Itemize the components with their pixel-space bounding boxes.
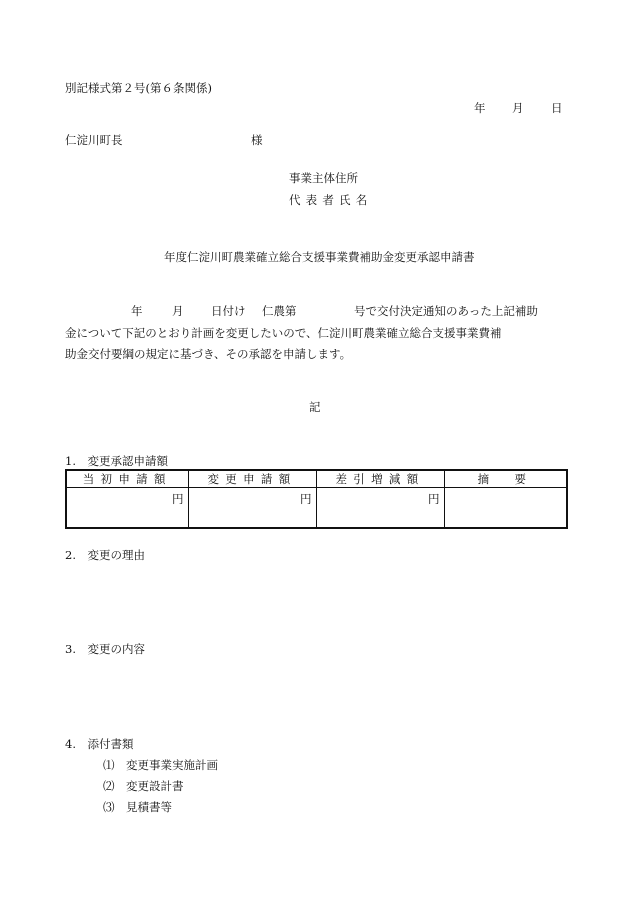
cell-difference: 円: [316, 488, 444, 529]
header-changed-amount: 変更申請額: [188, 470, 316, 488]
section-1-heading: 1. 変更承認申請額: [65, 454, 168, 468]
attachment-item: ⑶ 見積書等: [103, 800, 172, 814]
form-label: 別記様式第２号(第６条関係): [65, 81, 212, 95]
date-month: 月: [512, 101, 524, 115]
body-rest: 号で交付決定通知のあった上記補助: [354, 304, 538, 318]
ki-heading: 記: [309, 400, 321, 414]
addressee-name: 仁淀川町長: [65, 133, 123, 147]
body-line-2: 金について下記のとおり計画を変更したいので、仁淀川町農業確立総合支援事業費補: [65, 326, 502, 340]
body-prefix: 仁農第: [262, 304, 297, 318]
body-day: 日付け: [211, 304, 246, 318]
table-header-row: [66, 470, 567, 488]
table-row: [66, 488, 567, 529]
body-year: 年: [131, 304, 143, 318]
addressee-honorific: 様: [251, 133, 263, 147]
applicant-address: 事業主体住所: [289, 171, 358, 185]
header-remarks: 摘 要: [444, 470, 567, 488]
attachment-item: ⑵ 変更設計書: [103, 779, 184, 793]
amount-table: [65, 469, 568, 529]
section-3-heading: 3. 変更の内容: [65, 642, 145, 656]
attachment-item: ⑴ 変更事業実施計画: [103, 758, 218, 772]
header-initial-amount: 当初申請額: [66, 470, 188, 488]
section-2-heading: 2. 変更の理由: [65, 548, 145, 562]
document-title: 年度仁淀川町農業確立総合支援事業費補助金変更承認申請書: [164, 250, 475, 264]
body-month: 月: [172, 304, 184, 318]
section-4-heading: 4. 添付書類: [65, 737, 134, 751]
cell-changed-amount: 円: [188, 488, 316, 529]
applicant-representative: 代表者氏名: [289, 193, 373, 207]
date-day: 日: [551, 101, 563, 115]
cell-initial-amount: 円: [66, 488, 188, 529]
cell-remarks: [444, 488, 567, 529]
date-year: 年: [474, 101, 486, 115]
header-difference: 差引増減額: [316, 470, 444, 488]
body-line-3: 助金交付要綱の規定に基づき、その承認を申請します。: [65, 347, 352, 361]
